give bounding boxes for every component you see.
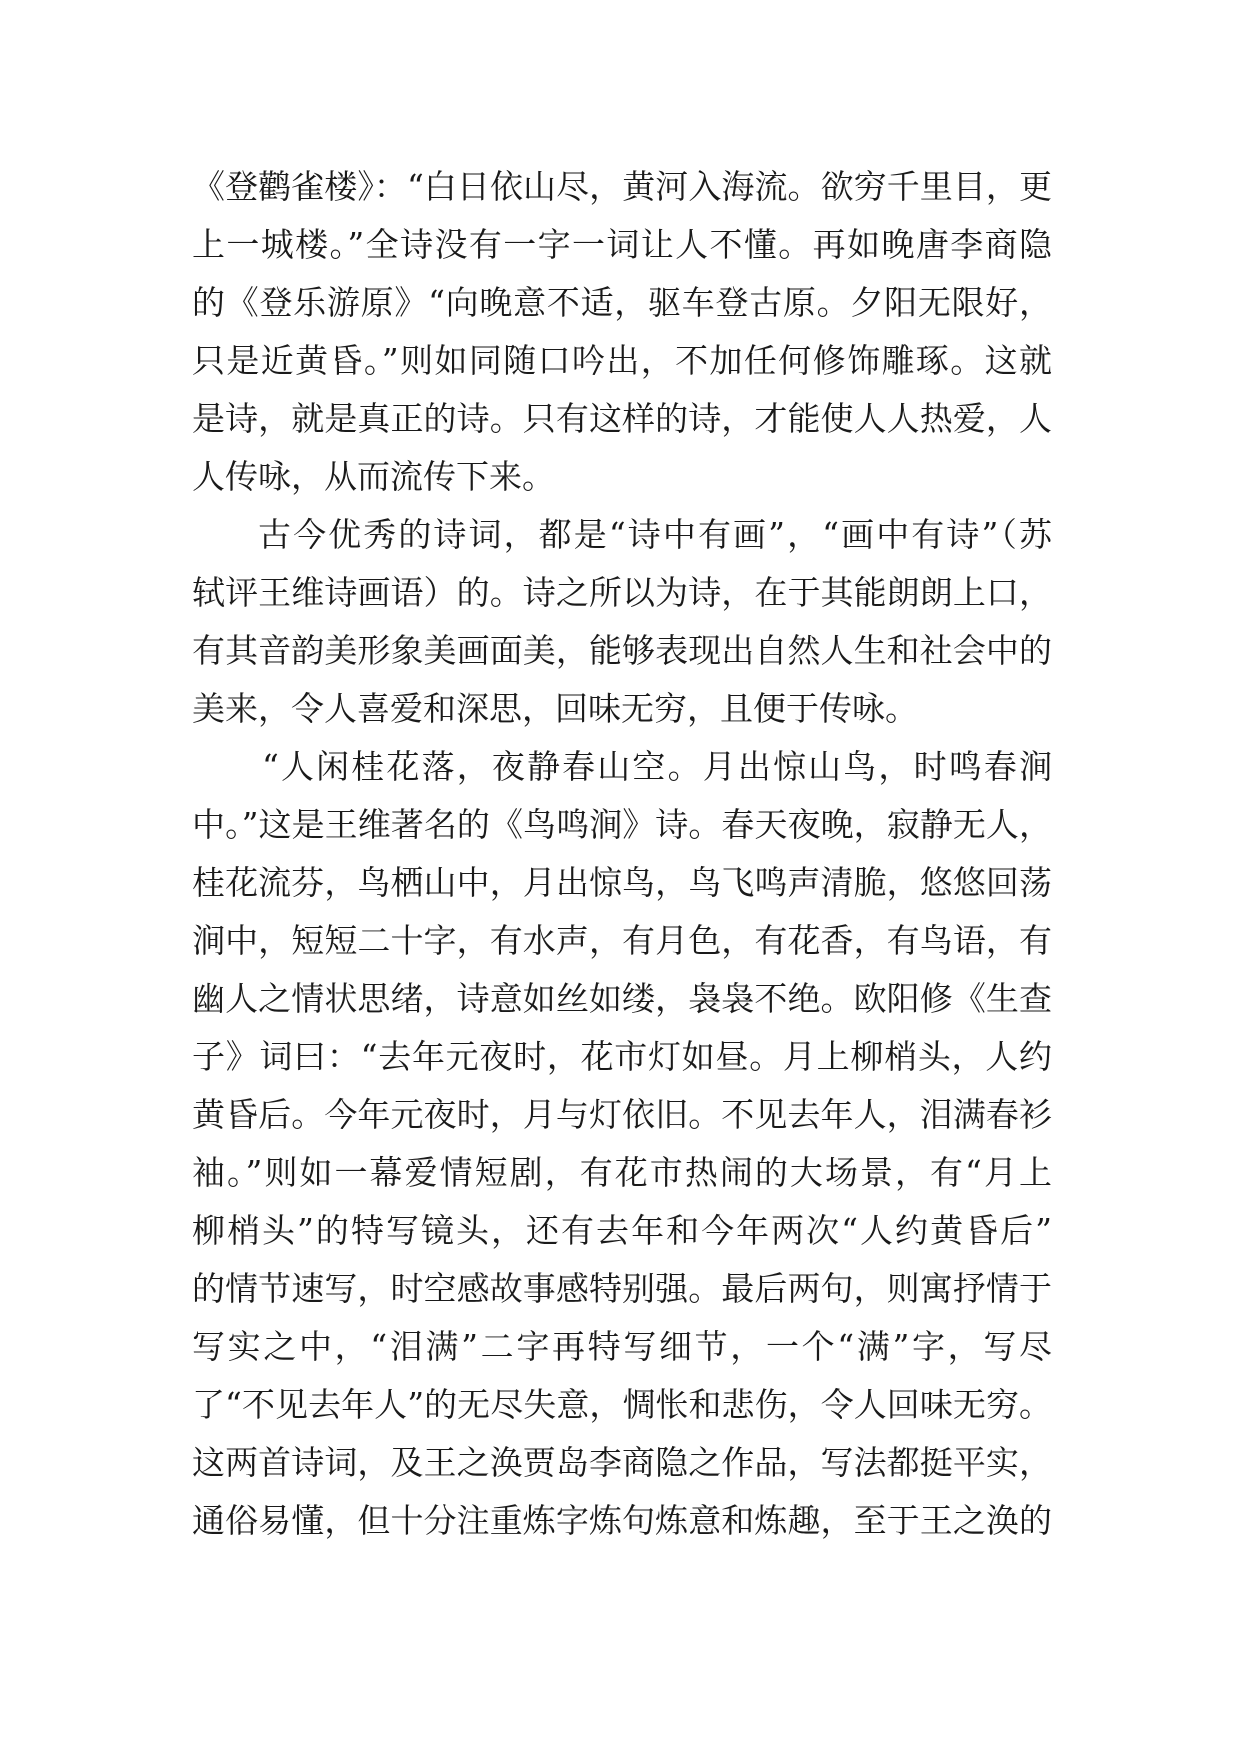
- text-line: 轼评王维诗画语）的。诗之所以为诗，在于其能朗朗上口，: [192, 573, 1052, 612]
- text-line: 美来，令人喜爱和深思，回味无穷，且便于传咏。: [192, 689, 918, 728]
- text-line: 古今优秀的诗词，都是“诗中有画”，“画中有诗”（苏: [258, 515, 1052, 554]
- text-line: 人传咏，从而流传下来。: [192, 457, 555, 496]
- text-line: 中。”这是王维著名的《鸟鸣涧》诗。春天夜晚，寂静无人，: [192, 805, 1052, 844]
- text-line: 子》词曰：“去年元夜时，花市灯如昼。月上柳梢头，人约: [192, 1037, 1052, 1076]
- text-line: 黄昏后。今年元夜时，月与灯依旧。不见去年人，泪满春衫: [192, 1095, 1052, 1134]
- text-line: 写实之中，“泪满”二字再特写细节，一个“满”字，写尽: [192, 1327, 1052, 1366]
- text-line: 的《登乐游原》“向晚意不适，驱车登古原。夕阳无限好，: [192, 283, 1052, 322]
- text-line: 桂花流芬，鸟栖山中，月出惊鸟，鸟飞鸣声清脆，悠悠回荡: [192, 863, 1052, 902]
- text-line: 柳梢头”的特写镜头，还有去年和今年两次“人约黄昏后”: [192, 1211, 1052, 1250]
- text-line: 有其音韵美形象美画面美，能够表现出自然人生和社会中的: [192, 631, 1052, 670]
- text-line: 是诗，就是真正的诗。只有这样的诗，才能使人人热爱，人: [192, 399, 1052, 438]
- text-line: 袖。”则如一幕爱情短剧，有花市热闹的大场景，有“月上: [192, 1153, 1052, 1192]
- text-line: 涧中，短短二十字，有水声，有月色，有花香，有鸟语，有: [192, 921, 1052, 960]
- text-line: 这两首诗词，及王之涣贾岛李商隐之作品，写法都挺平实，: [192, 1443, 1052, 1482]
- text-line: 《登鹳雀楼》：“白日依山尽，黄河入海流。欲穷千里目，更: [192, 167, 1052, 206]
- text-line: 幽人之情状思绪，诗意如丝如缕，袅袅不绝。欧阳修《生查: [192, 979, 1052, 1018]
- text-line: 上一城楼。”全诗没有一字一词让人不懂。再如晚唐李商隐: [192, 225, 1052, 264]
- text-line: 的情节速写，时空感故事感特别强。最后两句，则寓抒情于: [192, 1269, 1052, 1308]
- text-line: 了“不见去年人”的无尽失意，惆怅和悲伤，令人回味无穷。: [192, 1385, 1052, 1424]
- text-line: “人闲桂花落，夜静春山空。月出惊山鸟，时鸣春涧: [262, 747, 1052, 786]
- text-line: 只是近黄昏。”则如同随口吟出，不加任何修饰雕琢。这就: [192, 341, 1052, 380]
- text-line: 通俗易懂，但十分注重炼字炼句炼意和炼趣，至于王之涣的: [192, 1501, 1052, 1540]
- body-text: [192, 158, 1052, 1550]
